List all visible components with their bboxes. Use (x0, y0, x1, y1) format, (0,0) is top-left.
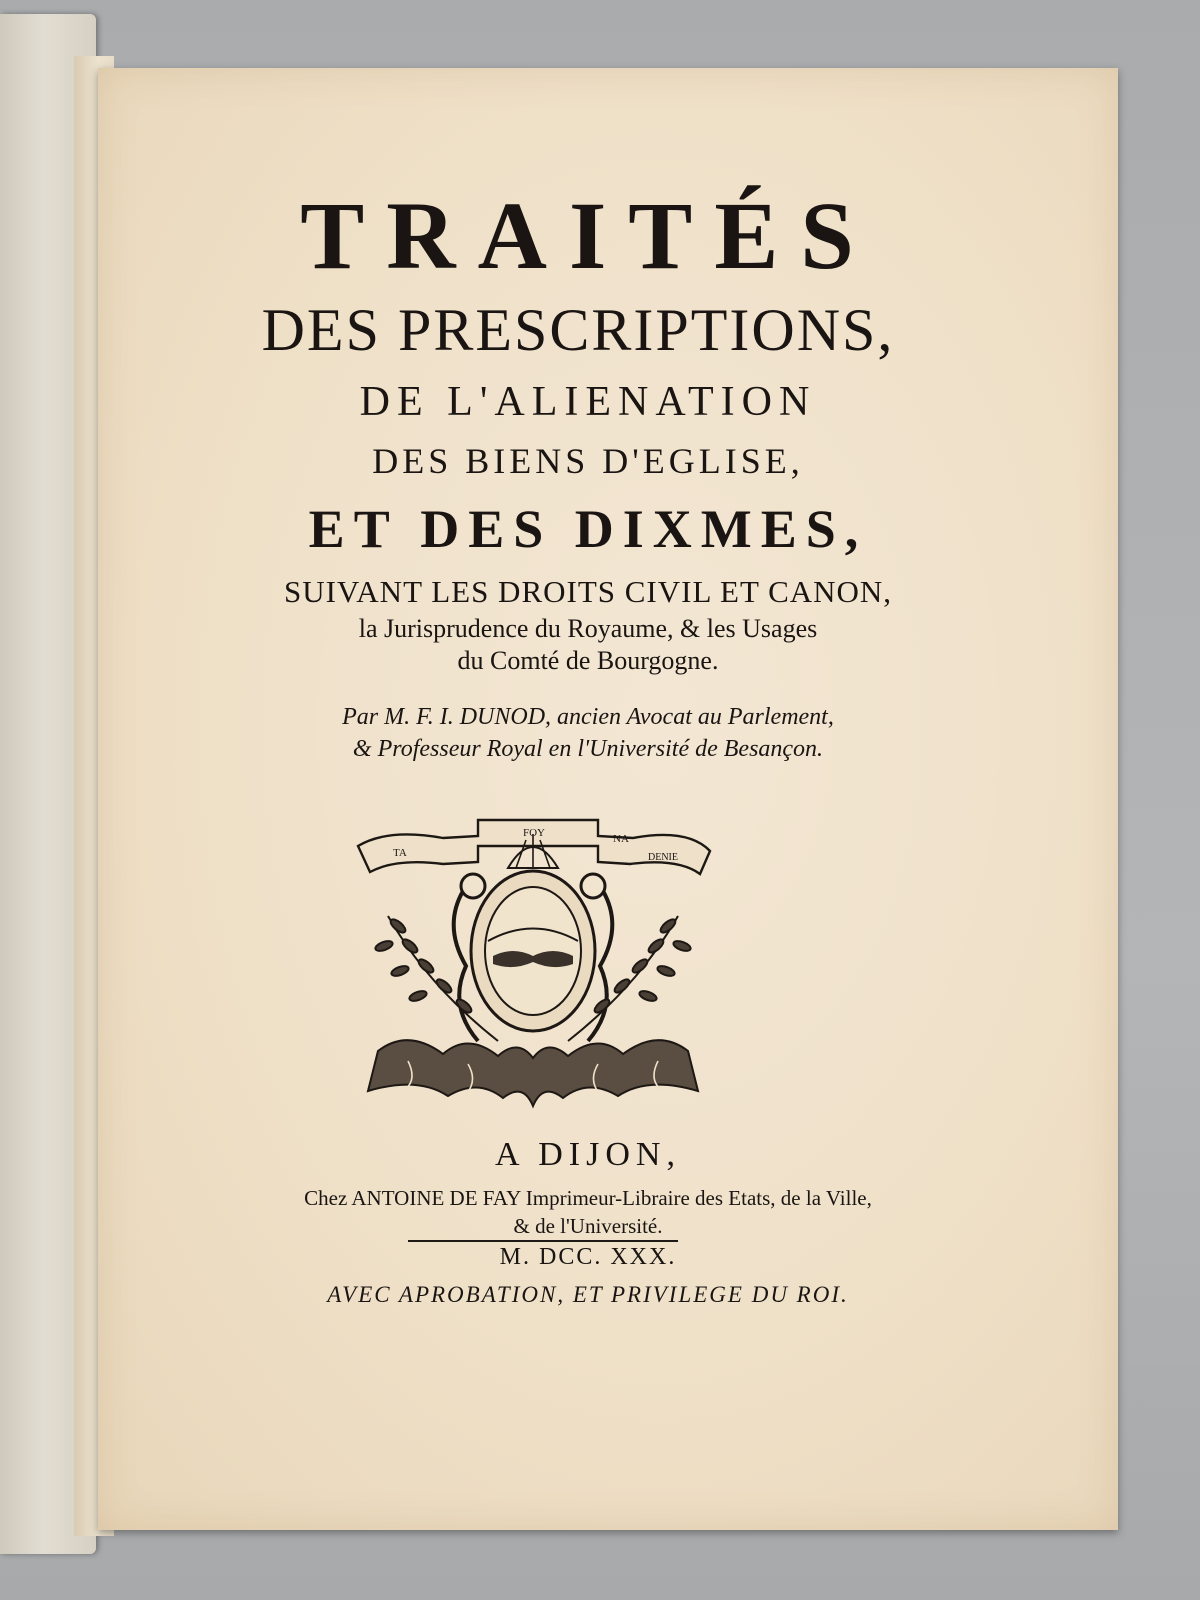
title-line-2: DES PRESCRIPTIONS, (261, 297, 895, 363)
author-line-2: & Professeur Royal en l'Université de Besançon. (352, 736, 824, 762)
privilege-line: AVEC APROBATION, ET PRIVILEGE DU ROI. (327, 1282, 849, 1307)
motto-right-text-a: NA (613, 833, 629, 845)
printer-device-ornament (348, 806, 718, 1116)
acanthus-base-icon (368, 1040, 698, 1106)
imprint-year: M. DCC. XXX. (499, 1244, 677, 1270)
imprint-place: A DIJON, (495, 1136, 681, 1173)
title-line-4: DES BIENS D'EGLISE, (372, 441, 804, 481)
printer-line-1: Chez ANTOINE DE FAY Imprimeur-Libraire des Etats, de la Ville, (304, 1186, 872, 1210)
title-line-5: ET DES DIXMES, (308, 499, 868, 559)
imprint-rule (408, 1240, 678, 1242)
subtitle-line-1: SUIVANT LES DROITS CIVIL ET CANON, (283, 574, 893, 609)
motto-mid-text: FOY (523, 827, 546, 839)
title-line-3: DE L'ALIENATION (359, 379, 817, 425)
author-line-1: Par M. F. I. DUNOD, ancien Avocat au Parlement, (342, 704, 834, 730)
motto-right-text-b: DENIE (648, 852, 678, 863)
subtitle-line-2: la Jurisprudence du Royaume, & les Usages (358, 614, 818, 643)
printer-line-2: & de l'Université. (513, 1214, 663, 1238)
title-main: TRAITÉS (300, 182, 876, 289)
subtitle-line-3: du Comté de Bourgogne. (457, 646, 719, 675)
title-page (98, 68, 1118, 1530)
motto-left-text: TA (393, 847, 407, 859)
